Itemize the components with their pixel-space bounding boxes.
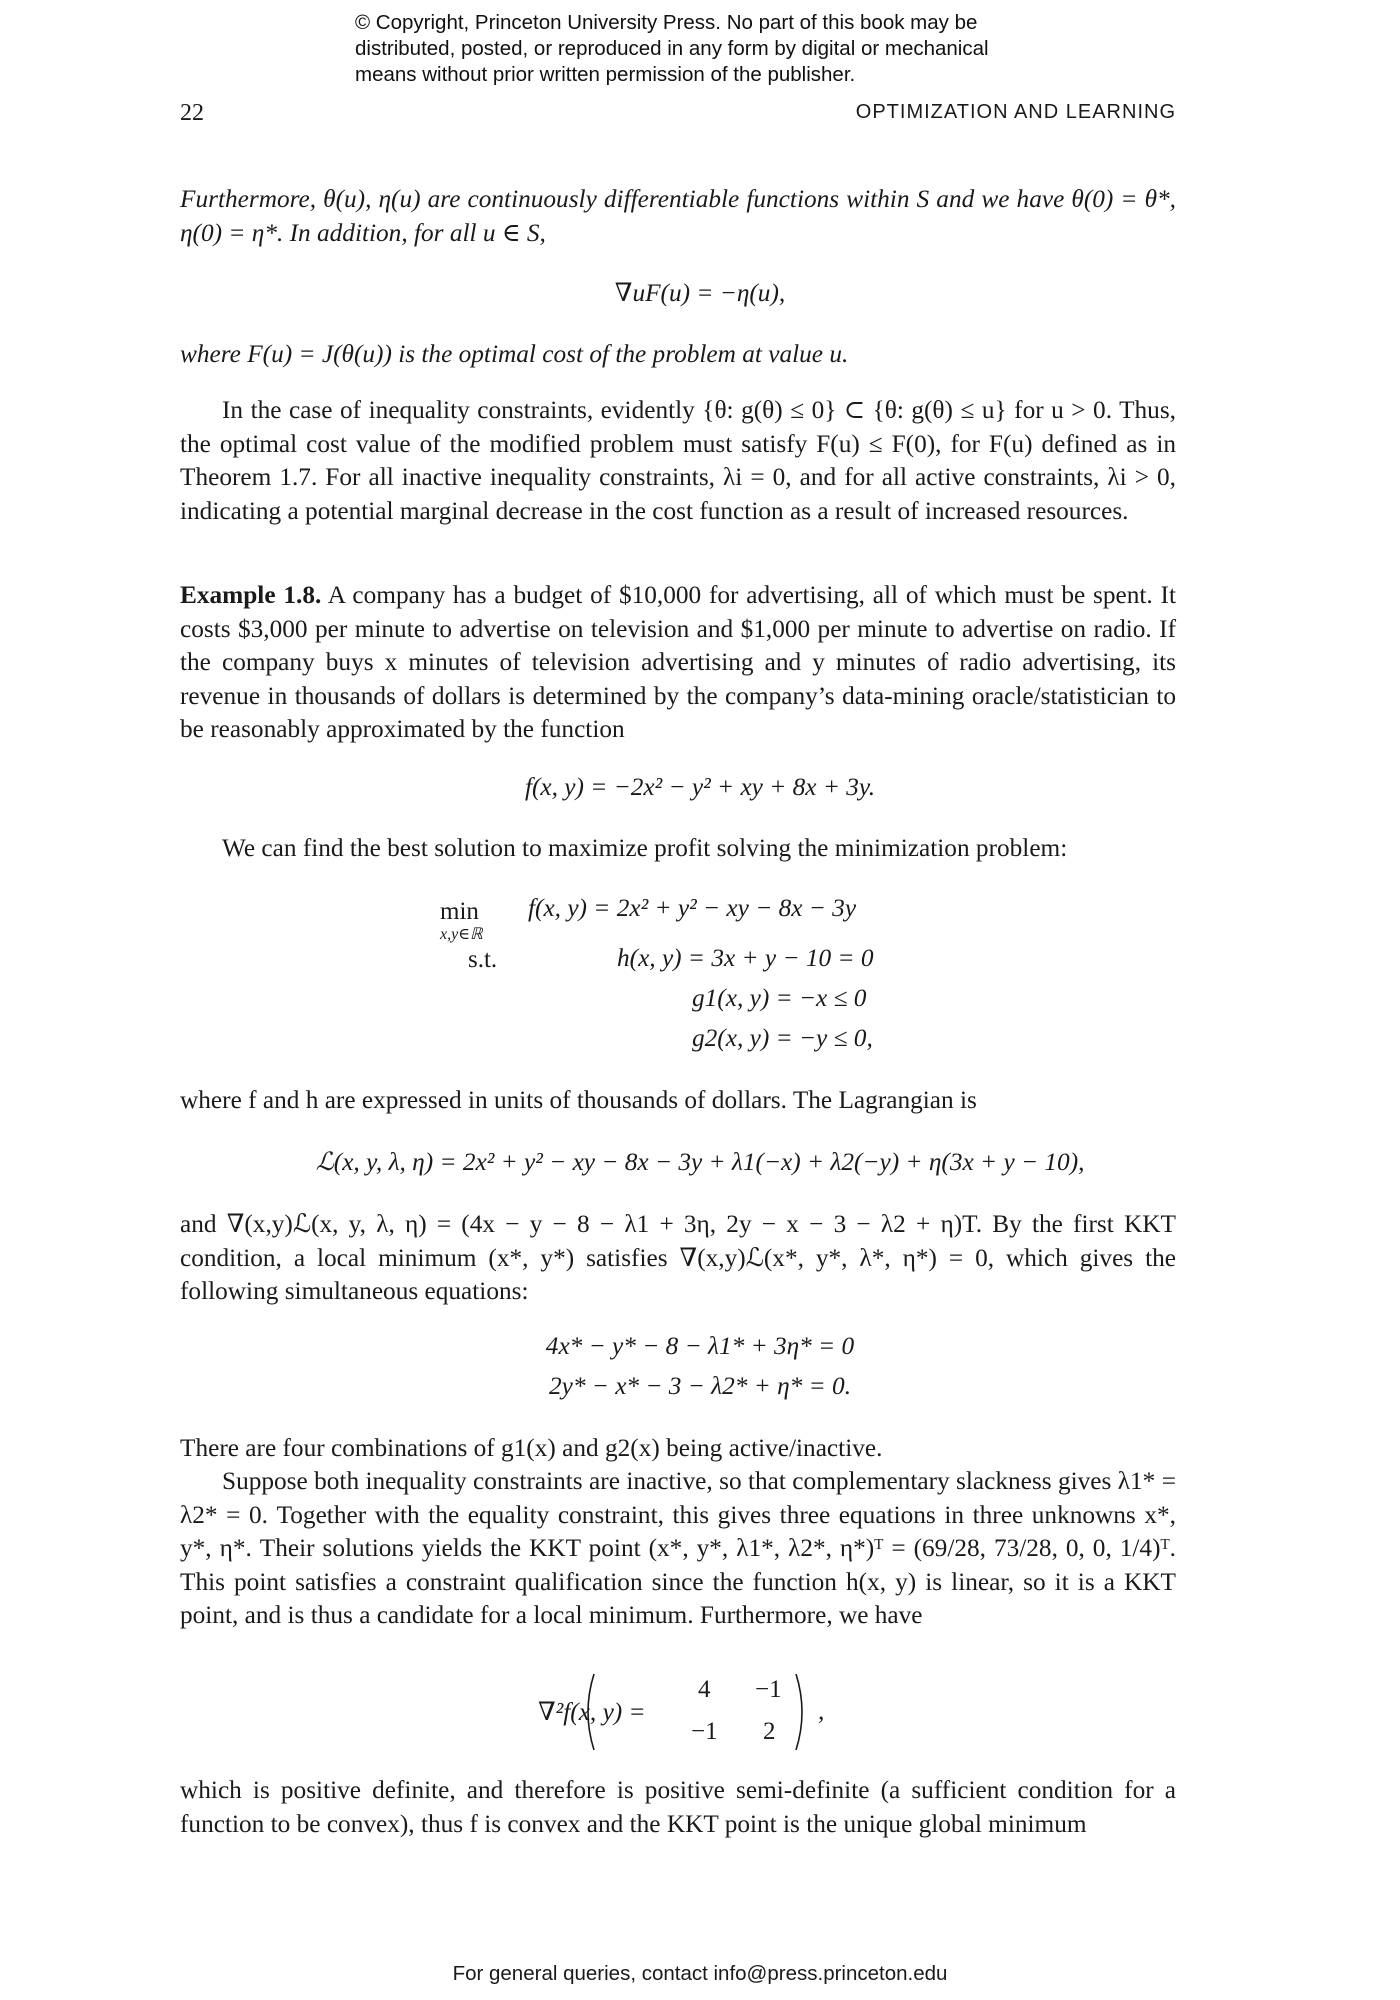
opt-min: min bbox=[440, 898, 479, 925]
opt-constraint-g1: g1(x, y) = −x ≤ 0 bbox=[692, 984, 867, 1012]
opt-constraint-g2: g2(x, y) = −y ≤ 0, bbox=[692, 1024, 873, 1052]
equation-kkt-1: 4x* − y* − 8 − λ1* + 3η* = 0 bbox=[545, 1332, 855, 1360]
kkt-paragraph: and ∇(x,y)ℒ(x, y, λ, η) = (4x − y − 8 − λ1 + 3η, 2y − x − 3 − λ2 + η)T. By the first KKT condition, a local minimum (x*, y*) satisfies ∇(x,y)ℒ(x*, y*, λ*, η*) = 0, which gives the following simultaneous equations: bbox=[180, 1210, 1176, 1305]
opt-objective: f(x, y) = 2x² + y² − xy − 8x − 3y bbox=[528, 894, 857, 922]
matrix-a11: 4 bbox=[698, 1676, 711, 1703]
footer-contact: For general queries, contact info@press.princeton.edu bbox=[452, 1962, 948, 1985]
page-number: 22 bbox=[180, 100, 204, 126]
theorem-conclusion: where F(u) = J(θ(u)) is the optimal cost of the problem at value u. bbox=[180, 340, 849, 368]
equation-gradient: ∇uF(u) = −η(u), bbox=[614, 279, 786, 307]
copyright-notice bbox=[355, 10, 1115, 88]
lagrangian-intro: where f and h are expressed in units of thousands of dollars. The Lagrangian is bbox=[180, 1086, 977, 1114]
convexity-paragraph: which is positive definite, and therefore is positive semi-definite (a sufficient condition for a function to be convex), thus f is convex and the KKT point is the unique global minimum bbox=[180, 1776, 1176, 1838]
hessian-comma: , bbox=[818, 1697, 825, 1725]
matrix-a22: 2 bbox=[763, 1718, 776, 1745]
opt-min-subscript: x,y∈ℝ bbox=[440, 926, 483, 943]
inactive-case-paragraph: Suppose both inequality constraints are inactive, so that complementary slackness gives λ1* = λ2* = 0. Together with the equality constraint, this gives three equations in three unknowns x*, y*, η*. Their solutions yields the KKT point (x*, y*, λ1*, λ2*, η*)ᵀ = (69/28, 73/28, 0, 0, 1/4)ᵀ. This point satisfies a constraint qualification since the function h(x, y) is linear, so it is a KKT point, and is thus a candidate for a local minimum. Furthermore, we have bbox=[180, 1467, 1176, 1629]
equation-kkt-2: 2y* − x* − 3 − λ2* + η* = 0. bbox=[548, 1372, 852, 1400]
equation-lagrangian: ℒ(x, y, λ, η) = 2x² + y² − xy − 8x − 3y + λ1(−x) + λ2(−y) + η(3x + y − 10), bbox=[315, 1148, 1085, 1176]
inequality-paragraph: In the case of inequality constraints, evidently {θ: g(θ) ≤ 0} ⊂ {θ: g(θ) ≤ u} for u > 0. Thus, the optimal cost value of the modified problem must satisfy F(u) ≤ F(0), for F(u) defined as in Theorem 1.7. For all inactive inequality constraints, λi = 0, and for all active constraints, λi > 0, indicating a potential marginal decrease in the cost function as a result of increased resources. bbox=[180, 396, 1176, 525]
copyright-line-3: means without prior written permission of the publisher. bbox=[355, 63, 856, 86]
opt-constraint-h: h(x, y) = 3x + y − 10 = 0 bbox=[617, 944, 874, 972]
equation-revenue: f(x, y) = −2x² − y² + xy + 8x + 3y. bbox=[524, 773, 876, 801]
theorem-paragraph: Furthermore, θ(u), η(u) are continuously differentiable functions within S and we have θ(0) = θ*, η(0) = η*. In addition, for all u ∈ S, bbox=[180, 185, 1176, 247]
example-text: A company has a budget of $10,000 for advertising, all of which must be spent. It costs $3,000 per minute to advertise on television and $1,000 per minute to advertise on radio. If the company buys x minutes of television advertising and y minutes of radio advertising, its revenue in thousands of dollars is determined by the company’s data-mining oracle/statistician to be reasonably approximated by the function bbox=[180, 581, 1176, 743]
matrix-a21: −1 bbox=[691, 1718, 718, 1745]
hessian-label: ∇²f(x, y) = bbox=[538, 1698, 646, 1726]
hessian-matrix bbox=[580, 1670, 820, 1754]
copyright-line-1: © Copyright, Princeton University Press. No part of this book may be bbox=[355, 11, 978, 34]
minimization-intro: We can find the best solution to maximize profit solving the minimization problem: bbox=[222, 834, 1068, 862]
example-label: Example 1.8. bbox=[180, 581, 322, 609]
combinations-paragraph: There are four combinations of g1(x) and g2(x) being active/inactive. bbox=[180, 1434, 883, 1462]
example-paragraph bbox=[180, 579, 1176, 747]
running-head: OPTIMIZATION AND LEARNING bbox=[855, 101, 1176, 123]
opt-subject-to: s.t. bbox=[468, 946, 498, 973]
copyright-line-2: distributed, posted, or reproduced in any form by digital or mechanical bbox=[355, 37, 989, 60]
matrix-a12: −1 bbox=[755, 1676, 782, 1703]
